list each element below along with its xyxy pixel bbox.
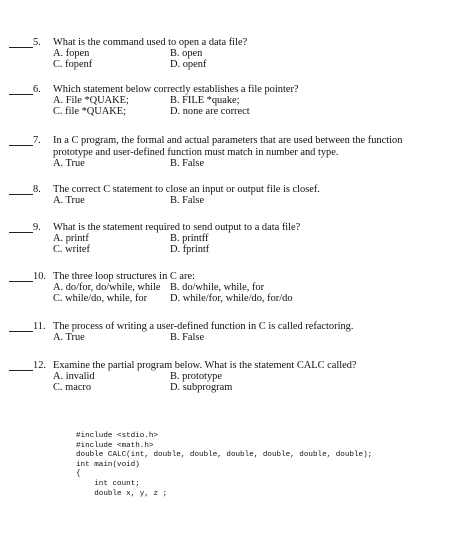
- question-number: 11.: [33, 321, 46, 332]
- option-c: C. macro: [53, 382, 92, 393]
- question-stem: The three loop structures in C are:: [53, 271, 195, 282]
- option-d: D. openf: [170, 59, 207, 70]
- question-number: 9.: [33, 222, 41, 233]
- option-a: A. invalid: [53, 371, 95, 382]
- code-line: #include <stdio.h>: [76, 432, 159, 440]
- option-b: B. printff: [170, 233, 209, 244]
- code-line: double CALC(int, double, double, double, double, double, double);: [76, 451, 373, 460]
- question-number: 7.: [33, 135, 41, 146]
- option-b: B. do/while, while, for: [170, 282, 265, 293]
- question-stem: Examine the partial program below. What is the statement CALC called?: [53, 360, 357, 371]
- option-a: A. File *QUAKE;: [53, 95, 129, 106]
- answer-blank[interactable]: [9, 194, 33, 195]
- option-c: C. fopenf: [53, 59, 93, 70]
- question-number: 5.: [33, 37, 41, 48]
- option-a: A. True: [53, 332, 85, 343]
- option-a: A. fopen: [53, 48, 90, 59]
- option-c: C. writef: [53, 244, 90, 255]
- question-number: 12.: [33, 360, 46, 371]
- question-number: 8.: [33, 184, 41, 195]
- option-a: A. printf: [53, 233, 89, 244]
- option-a: A. do/for, do/while, while: [53, 282, 161, 293]
- answer-blank[interactable]: [9, 331, 33, 332]
- question-stem: In a C program, the formal and actual parameters that are used between the function prototype and user-defined function must match in number and type.: [53, 135, 403, 158]
- answer-blank[interactable]: [9, 145, 33, 146]
- option-d: D. none are correct: [170, 106, 250, 117]
- option-b: B. False: [170, 195, 205, 206]
- answer-blank[interactable]: [9, 47, 33, 48]
- option-c: C. file *QUAKE;: [53, 106, 127, 117]
- option-c: C. while/do, while, for: [53, 293, 148, 304]
- option-a: A. True: [53, 158, 85, 169]
- answer-blank[interactable]: [9, 281, 33, 282]
- question-number: 6.: [33, 84, 41, 95]
- code-snippet: [76, 432, 372, 499]
- option-a: A. True: [53, 195, 85, 206]
- question-stem: Which statement below correctly establishes a file pointer?: [53, 84, 299, 95]
- question-stem: What is the command used to open a data file?: [53, 37, 248, 48]
- answer-blank[interactable]: [9, 370, 33, 371]
- option-b: B. False: [170, 332, 205, 343]
- option-b: B. prototype: [170, 371, 222, 382]
- option-b: B. False: [170, 158, 205, 169]
- option-d: D. fprintf: [170, 244, 210, 255]
- code-line: #include <math.h>: [76, 441, 154, 450]
- question-stem: What is the statement required to send output to a data file?: [53, 222, 301, 233]
- option-b: B. open: [170, 48, 203, 59]
- option-d: D. subprogram: [170, 382, 233, 393]
- answer-blank[interactable]: [9, 232, 33, 233]
- answer-blank[interactable]: [9, 94, 33, 95]
- code-line: int count;: [76, 479, 140, 488]
- code-line: double x, y, z ;: [76, 489, 168, 498]
- question-stem: The process of writing a user-defined function in C is called refactoring.: [53, 321, 354, 332]
- option-b: B. FILE *quake;: [170, 95, 240, 106]
- code-line: int main(void): [76, 460, 140, 469]
- question-stem: The correct C statement to close an input or output file is closef.: [53, 184, 320, 195]
- code-line: {: [76, 470, 81, 479]
- question-number: 10.: [33, 271, 46, 282]
- option-d: D. while/for, while/do, for/do: [170, 293, 293, 304]
